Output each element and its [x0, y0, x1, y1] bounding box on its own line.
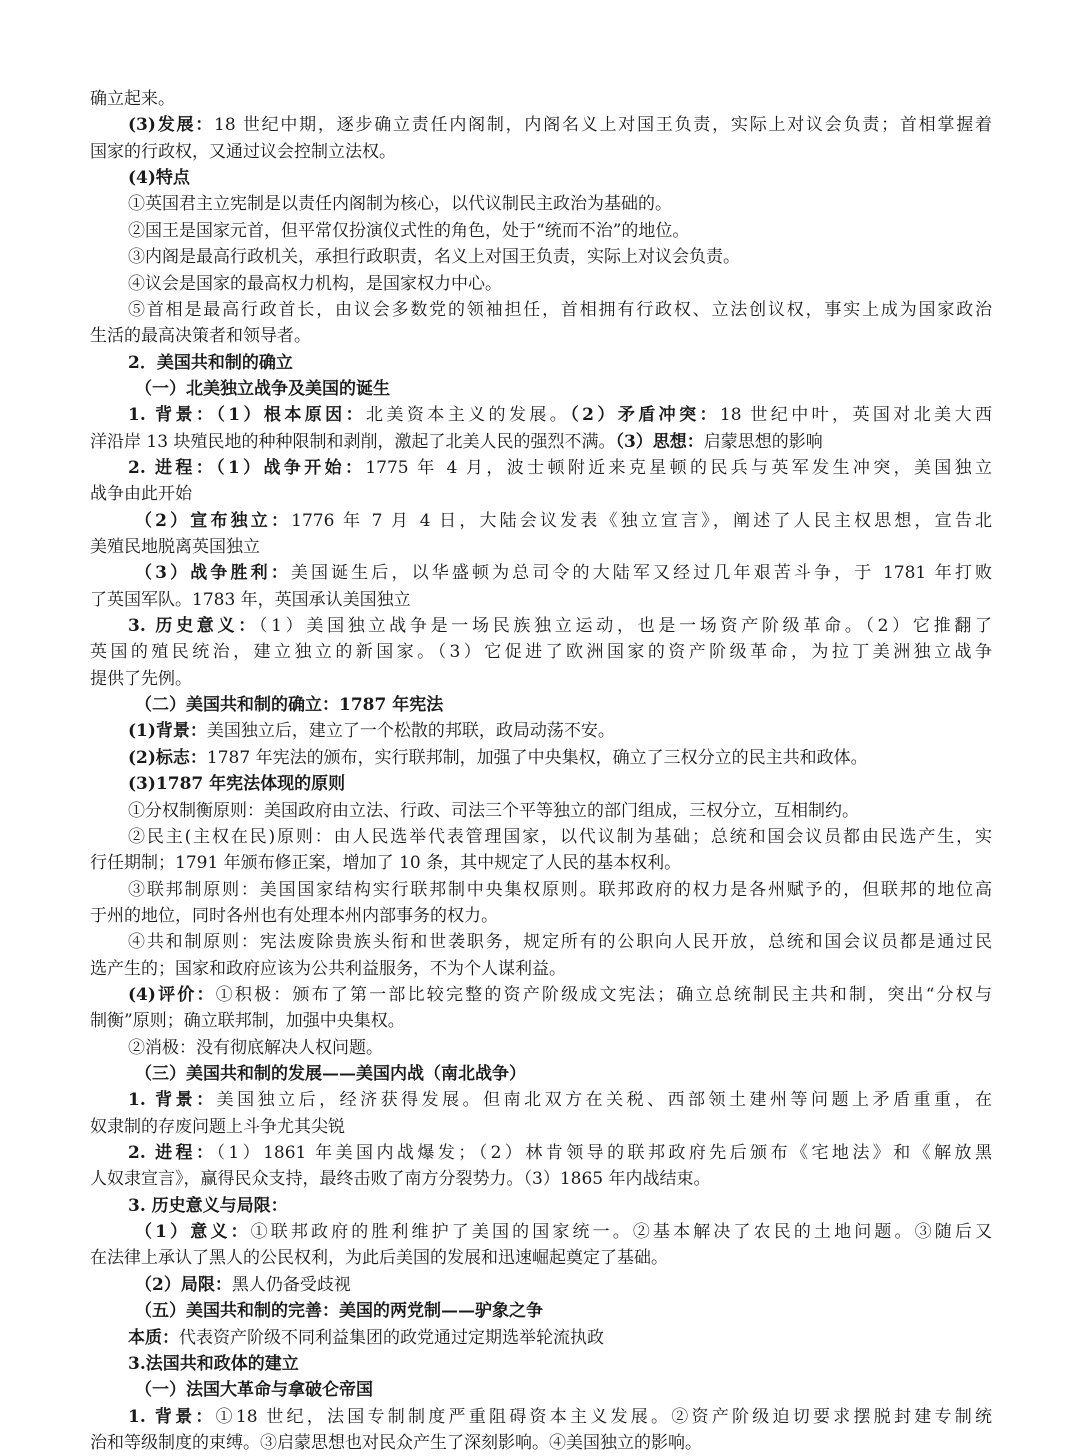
bold-text-segment: （2）宣布独立： [135, 510, 292, 531]
text-line [128, 455, 992, 481]
text-segment: 北美资本主义的发展。 [366, 405, 571, 426]
text-segment: 行任期制；1791 年颁布修正案，增加了 10 条，其中规定了人民的基本权利。 [90, 853, 682, 874]
text-segment: 1776 年 7 月 4 日，大陆会议发表《独立宣言》，阐述了人民主权思想，宣告北 [291, 510, 992, 531]
text-line [90, 903, 992, 929]
text-segment: ②民主(主权在民)原则：由人民选举代表管理国家，以代议制为基础；总统和国会议员都由民选产生，实 [128, 826, 992, 847]
text-segment: 代表资产阶级不同利益集团的政党通过定期选举轮流执政 [179, 1327, 604, 1348]
text-segment: ①18 世纪，法国专制制度严重阻碍资本主义发展。②资产阶级迫切要求摆脱封建专制统 [215, 1406, 992, 1427]
text-line [128, 798, 992, 824]
text-line [90, 481, 992, 507]
bold-text-segment: (2)标志： [128, 747, 207, 768]
bold-text-segment: （五）美国共和制的完善：美国的两党制——驴象之争 [135, 1301, 543, 1322]
text-line [128, 1404, 992, 1430]
text-line [128, 244, 992, 270]
text-line [135, 376, 992, 402]
text-segment: ②消极：没有彻底解决人权问题。 [128, 1037, 383, 1058]
text-line [128, 824, 992, 850]
text-segment: 奴隶制的存废问题上斗争尤其尖锐 [90, 1116, 345, 1137]
text-line [135, 1298, 992, 1324]
bold-text-segment: （3）战争胜利： [135, 563, 291, 584]
text-segment: ①积极：颁布了第一部比较完整的资产阶级成文宪法；确立总统制民主共和制，突出“分权与 [215, 984, 992, 1005]
text-segment: ②国王是国家元首，但平常仅扮演仪式性的角色，处于“统而不治”的地位。 [128, 220, 690, 241]
text-line [128, 982, 992, 1008]
text-segment: ①英国君主立宪制是以责任内阁制为核心，以代议制民主政治为基础的。 [128, 194, 672, 215]
text-segment: 战争由此开始 [90, 484, 192, 505]
text-line [135, 1377, 992, 1403]
bold-text-segment: 1. 背景： [128, 1090, 217, 1111]
text-line [128, 613, 992, 639]
text-line [128, 1351, 992, 1377]
text-line [128, 165, 992, 191]
text-line [90, 666, 992, 692]
text-segment: 美国独立后，经济获得发展。但南北双方在关税、西部领土建州等问题上矛盾重重，在 [216, 1090, 992, 1111]
bold-text-segment: （一）北美独立战争及美国的诞生 [135, 378, 390, 399]
text-segment: 洋沿岸 13 块殖民地的种种限制和剥削，激起了北美人民的强烈不满。 [90, 431, 616, 452]
bold-text-segment: (3)1787 年宪法体现的原则 [128, 774, 346, 795]
text-line [128, 112, 992, 138]
bold-text-segment: 3. 历史意义与局限： [128, 1195, 288, 1216]
bold-text-segment: 1. 背景： [128, 1406, 216, 1427]
text-line [135, 1272, 992, 1298]
text-segment: 1775 年 4 月，波士顿附近来克星顿的民兵与英军发生冲突，美国独立 [365, 457, 993, 478]
text-segment: 美国独立后，建立了一个松散的邦联，政局动荡不安。 [206, 721, 615, 742]
text-line [90, 139, 992, 165]
bold-text-segment: （3）思想： [615, 431, 704, 452]
text-line [90, 850, 992, 876]
text-line [135, 560, 992, 586]
text-line [90, 1114, 992, 1140]
text-line [128, 218, 992, 244]
bold-text-segment: （三）美国共和制的发展——美国内战（南北战争） [135, 1064, 526, 1084]
text-line [128, 1140, 992, 1166]
bold-text-segment: 2. 进程： [128, 1143, 217, 1163]
bold-text-segment: (1)背景： [128, 721, 207, 742]
text-line [90, 429, 992, 455]
text-line [128, 1193, 992, 1219]
bold-text-segment: 2. 进程：（1）战争开始： [128, 457, 366, 478]
text-line [135, 1061, 992, 1087]
text-line [90, 1245, 992, 1271]
text-segment: 1787 年宪法的颁布，实行联邦制，加强了中央集权，确立了三权分立的民主共和政体。 [206, 747, 868, 768]
text-segment: （1）美国独立战争是一场民族独立运动，也是一场资产阶级革命。（2）它推翻了 [258, 616, 992, 636]
text-segment: 英国的殖民统治，建立独立的新国家。（3）它促进了欧洲国家的资产阶级革命，为拉丁美洲独立战争 [90, 642, 992, 663]
text-segment: 确立起来。 [90, 89, 175, 109]
bold-text-segment: （一）法国大革命与拿破仑帝国 [135, 1380, 373, 1401]
text-segment: 在法律上承认了黑人的公民权利，为此后美国的发展和迅速崛起奠定了基础。 [90, 1248, 668, 1269]
text-segment: 人奴隶宣言》，赢得民众支持，最终击败了南方分裂势力。（3）1865 年内战结束。 [90, 1169, 711, 1190]
bold-text-segment: 3.法国共和政体的建立 [128, 1353, 299, 1374]
text-line [135, 692, 992, 718]
text-line [90, 639, 992, 665]
text-segment: ①分权制衡原则：美国政府由立法、行政、司法三个平等独立的部门组成，三权分立，互相制约。 [128, 800, 859, 821]
bold-text-segment: 1. 背景：（1）根本原因： [128, 405, 367, 426]
text-segment: 黑人仍备受歧视 [231, 1274, 351, 1295]
text-segment: 于州的地位，同时各州也有处理本州内部事务的权力。 [90, 905, 498, 926]
bold-text-segment: （2）矛盾冲突： [570, 405, 720, 426]
text-line [128, 1087, 992, 1113]
text-segment: ⑤首相是最高行政首长，由议会多数党的领袖担任，首相拥有行政权、立法创议权，事实上成为国家政治 [128, 299, 992, 320]
text-line [90, 534, 992, 560]
text-line [128, 1035, 992, 1061]
bold-text-segment: 3. 历史意义： [128, 616, 259, 636]
text-line [90, 1008, 992, 1034]
text-line [128, 718, 992, 744]
text-line [90, 86, 992, 112]
text-line [128, 745, 992, 771]
text-line [128, 350, 992, 376]
text-segment: 制衡”原则；确立联邦制，加强中央集权。 [90, 1011, 405, 1032]
bold-text-segment: （1）意义： [135, 1222, 251, 1242]
text-line [90, 956, 992, 982]
text-line [90, 1166, 992, 1192]
text-segment: 国家的行政权，又通过议会控制立法权。 [90, 141, 396, 162]
text-line [128, 271, 992, 297]
bold-text-segment: 2．美国共和制的确立 [128, 352, 293, 373]
text-segment: 美国诞生后，以华盛顿为总司令的大陆军又经过几年艰苦斗争，于 1781 年打败 [290, 563, 992, 584]
text-segment: ④共和制原则：宪法废除贵族头衔和世袭职务，规定所有的公职向人民开放，总统和国会议员都是通过民 [128, 932, 992, 953]
text-line [128, 877, 992, 903]
text-segment: 18 世纪中期，逐步确立责任内阁制，内阁名义上对国王负责，实际上对议会负责；首相掌握着 [214, 115, 992, 136]
text-segment: 了英国军队。1783 年，英国承认美国独立 [90, 589, 411, 610]
text-line [135, 508, 992, 534]
text-line [135, 1219, 992, 1245]
text-segment: ③联邦制原则：美国国家结构实行联邦制中央集权原则。联邦政府的权力是各州赋予的，但联邦的地位高 [128, 879, 992, 900]
text-line [128, 929, 992, 955]
text-segment: 选产生的；国家和政府应该为公共利益服务，不为个人谋利益。 [90, 958, 566, 979]
text-segment: （1）1861 年美国内战爆发；（2）林肯领导的联邦政府先后颁布《宅地法》和《解放黑 [216, 1143, 992, 1163]
text-segment: ③内阁是最高行政机关，承担行政职责，名义上对国王负责，实际上对议会负责。 [128, 247, 740, 268]
bold-text-segment: （二）美国共和制的确立：1787 年宪法 [135, 695, 444, 716]
text-line [128, 297, 992, 323]
text-line [128, 402, 992, 428]
text-line [128, 1325, 992, 1351]
text-segment: ①联邦政府的胜利维护了美国的国家统一。②基本解决了农民的土地问题。③随后又 [250, 1222, 992, 1242]
text-segment: 启蒙思想的影响 [703, 431, 823, 452]
text-line [128, 191, 992, 217]
bold-text-segment: 本质： [128, 1327, 179, 1348]
text-segment: 生活的最高决策者和领导者。 [90, 326, 311, 347]
text-line [90, 1430, 992, 1456]
text-line [90, 587, 992, 613]
text-segment: 提供了先例。 [90, 668, 192, 689]
bold-text-segment: (4)特点 [128, 168, 190, 189]
text-line [90, 323, 992, 349]
text-segment: 美殖民地脱离英国独立 [90, 537, 260, 557]
text-segment: 18 世纪中叶，英国对北美大西 [719, 405, 992, 426]
text-segment: ④议会是国家的最高权力机构，是国家权力中心。 [128, 273, 502, 294]
text-segment: 治和等级制度的束缚。③启蒙思想也对民众产生了深刻影响。④美国独立的影响。 [90, 1432, 702, 1453]
text-line [128, 771, 992, 797]
bold-text-segment: （2）局限： [135, 1274, 232, 1295]
bold-text-segment: (4)评价： [128, 984, 216, 1005]
bold-text-segment: (3)发展： [128, 115, 215, 136]
